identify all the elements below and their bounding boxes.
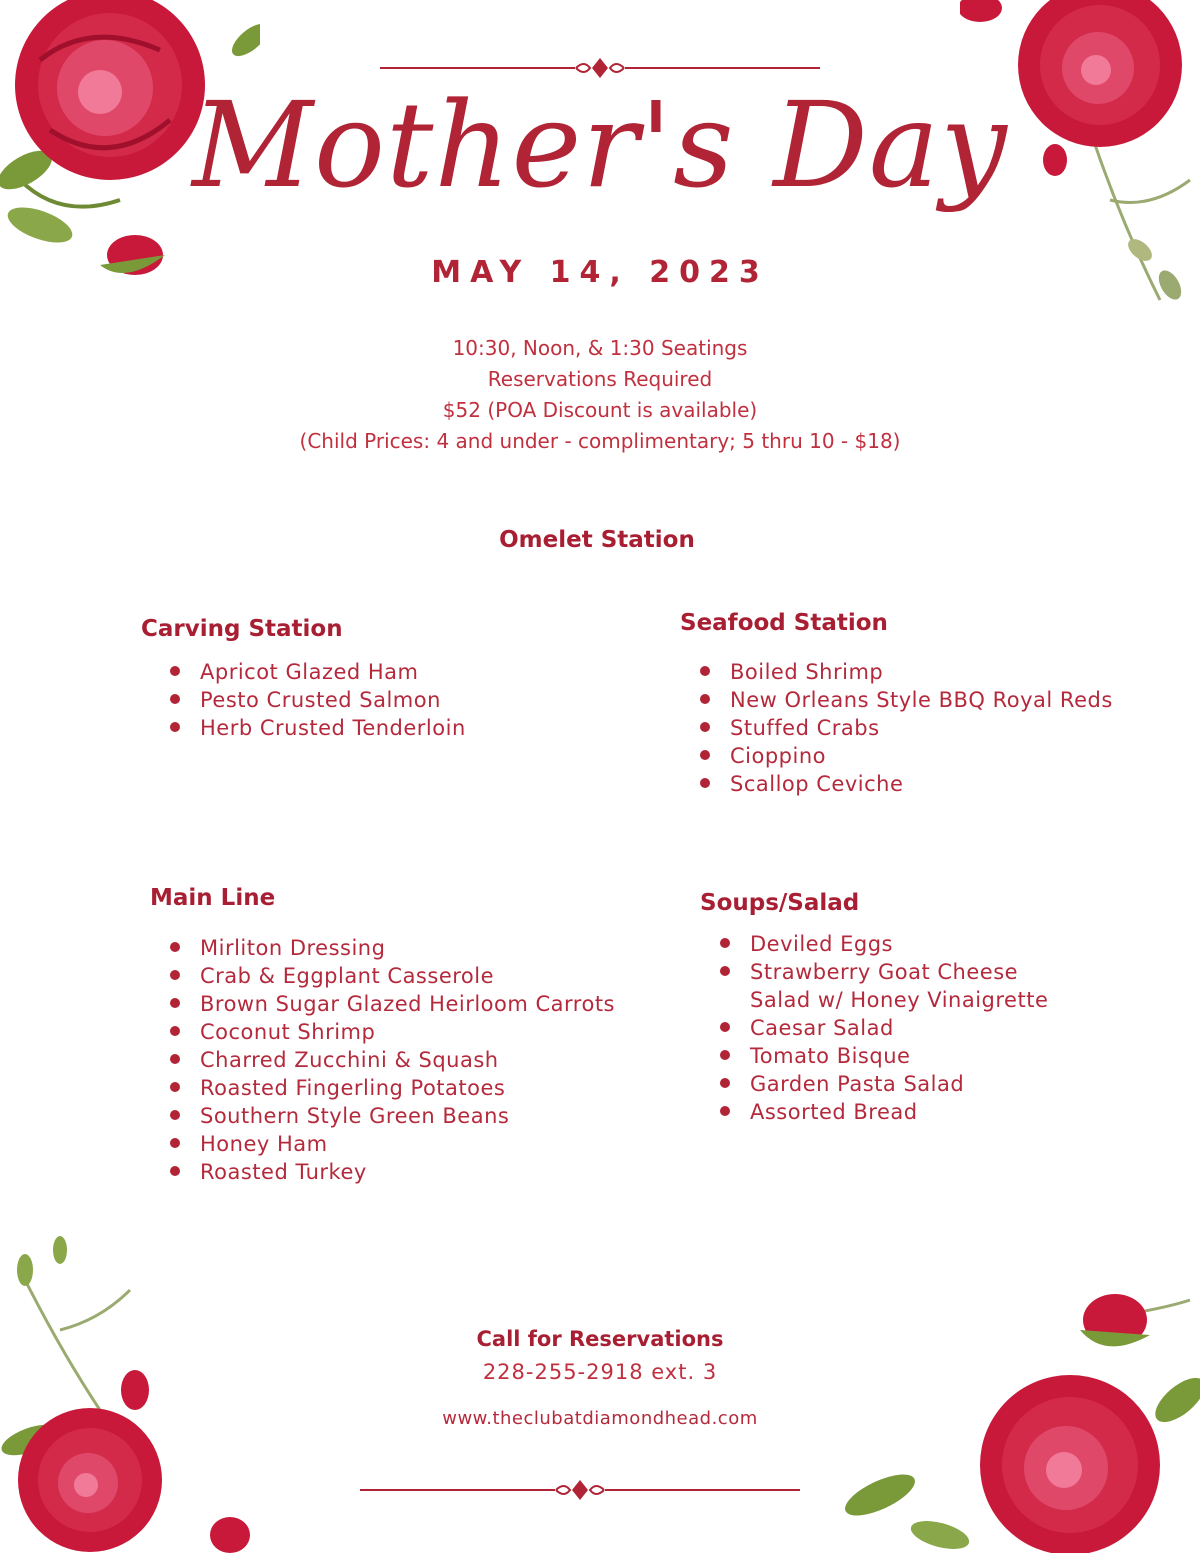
list-item: Pesto Crusted Salmon <box>170 686 466 714</box>
list-item: Caesar Salad <box>720 1014 1048 1042</box>
list-item: Scallop Ceviche <box>700 770 1113 798</box>
website-link[interactable]: www.theclubatdiamondhead.com <box>442 1408 758 1429</box>
list-item: Herb Crusted Tenderloin <box>170 714 466 742</box>
list-item: Stuffed Crabs <box>700 714 1113 742</box>
main-line-list <box>170 934 615 1186</box>
omelet-station-heading: Omelet Station <box>499 527 695 553</box>
info-line: Reservations Required <box>487 367 713 391</box>
info-line: $52 (POA Discount is available) <box>442 398 758 422</box>
event-date: MAY 14, 2023 <box>431 255 769 290</box>
info-line: 10:30, Noon, & 1:30 Seatings <box>452 336 748 360</box>
list-item-continuation: Salad w/ Honey Vinaigrette <box>750 988 1049 1012</box>
soups-salad-list <box>720 930 1048 1126</box>
list-item: Roasted Fingerling Potatoes <box>170 1074 615 1102</box>
list-item: Mirliton Dressing <box>170 934 615 962</box>
list-item: Cioppino <box>700 742 1113 770</box>
rose-bottom-left-illustration <box>0 1230 260 1553</box>
carving-station-list <box>170 658 466 742</box>
main-line-heading: Main Line <box>150 885 276 911</box>
list-item: Southern Style Green Beans <box>170 1102 615 1130</box>
phone-number[interactable]: 228-255-2918 ext. 3 <box>482 1360 718 1384</box>
list-item: Roasted Turkey <box>170 1158 615 1186</box>
seafood-station-list <box>700 658 1113 798</box>
list-item: New Orleans Style BBQ Royal Reds <box>700 686 1113 714</box>
list-item: Garden Pasta Salad <box>720 1070 1048 1098</box>
list-item: Coconut Shrimp <box>170 1018 615 1046</box>
list-item: Tomato Bisque <box>720 1042 1048 1070</box>
seafood-station-heading: Seafood Station <box>680 610 888 636</box>
list-item: Assorted Bread <box>720 1098 1048 1126</box>
soups-salad-heading: Soups/Salad <box>700 890 860 916</box>
list-item: Boiled Shrimp <box>700 658 1113 686</box>
event-info <box>0 333 1200 457</box>
list-item: Honey Ham <box>170 1130 615 1158</box>
page-title: Mother's Day <box>192 76 1008 214</box>
bottom-ornament-divider <box>360 1478 800 1502</box>
list-item: Strawberry Goat Cheese <box>720 958 1048 986</box>
list-item: Apricot Glazed Ham <box>170 658 466 686</box>
list-item: Brown Sugar Glazed Heirloom Carrots <box>170 990 615 1018</box>
call-for-reservations-heading: Call for Reservations <box>476 1327 724 1351</box>
info-line: (Child Prices: 4 and under - complimentary; 5 thru 10 - $18) <box>299 429 901 453</box>
carving-station-heading: Carving Station <box>141 616 343 642</box>
list-item: Crab & Eggplant Casserole <box>170 962 615 990</box>
list-item: Charred Zucchini & Squash <box>170 1046 615 1074</box>
list-item: Deviled Eggs <box>720 930 1048 958</box>
